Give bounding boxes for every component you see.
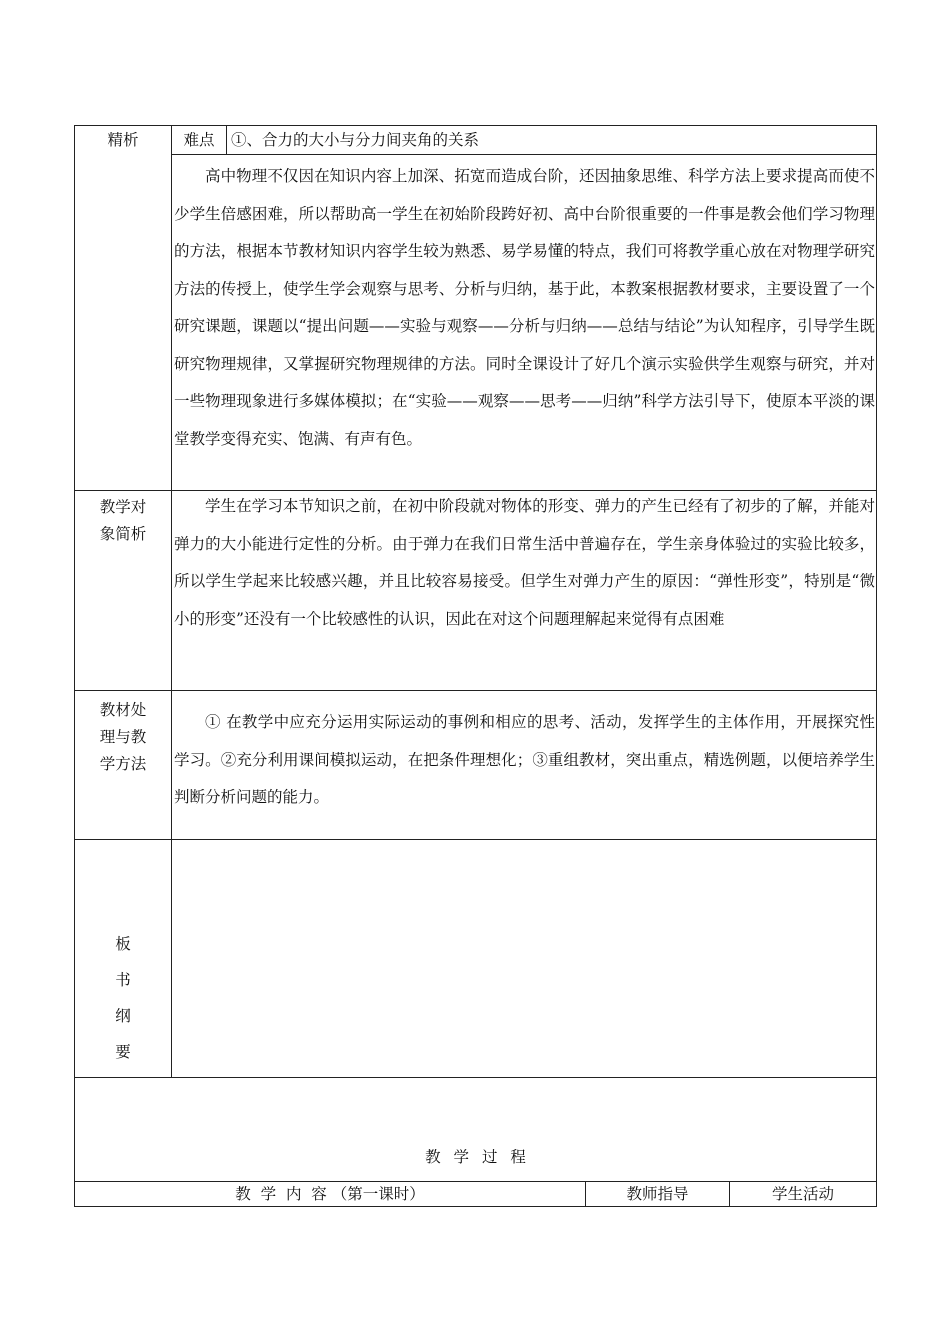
table-border-bottom [74, 1206, 877, 1207]
difficulty-label-divider [226, 125, 227, 155]
analysis-paragraph: 高中物理不仅因在知识内容上加深、拓宽而造成台阶，还因抽象思维、科学方法上要求提高而使不少学生倍感困难，所以帮助高一学生在初始阶段跨好初、高中台阶很重要的一件事是教会他们学习物理的方法，根据本节教材知识内容学生较为熟悉、易学易懂的特点，我们可将教学重心放在对物理学研究方法的传授上，使学生学会观察与思考、分析与归纳，基于此，本教案根据教材要求，主要设置了一个研究课题，课题以“提出问题——实验与观察——分析与归纳——总结与结论”为认知程序，引导学生既研究物理规律，又掌握研究物理规律的方法。同时全课设计了好几个演示实验供学生观察与研究，并对一些物理现象进行多媒体模拟；在“实验——观察——思考——归纳”科学方法引导下，使原本平淡的课堂教学变得充实、饱满、有声有色。 [174, 167, 875, 448]
process-col-content: 教 学 内 容 （第一课时） [235, 1185, 425, 1203]
board-char-3: 纲 [115, 1007, 131, 1025]
students-label [75, 494, 171, 548]
difficulty-label: 难点 [183, 131, 215, 149]
board-char-1: 板 [115, 935, 131, 953]
table-border-top [74, 125, 877, 126]
board-char-4: 要 [115, 1043, 131, 1061]
methods-paragraph: ① 在教学中应充分运用实际运动的事例和相应的思考、活动，发挥学生的主体作用，开展探究性学习。②充分利用课间模拟运动，在把条件理想化；③重组教材，突出重点，精选例题，以便培养学生判断分析问题的能力。 [174, 713, 875, 806]
methods-label-line3: 学方法 [99, 755, 147, 773]
label-column-divider [171, 125, 172, 1077]
process-col-student: 学生活动 [771, 1185, 834, 1203]
process-col-teacher: 教师指导 [626, 1185, 689, 1203]
methods-label [75, 697, 171, 778]
row-divider-2 [74, 690, 877, 691]
row-divider-4 [74, 1077, 877, 1078]
board-char-2: 书 [115, 971, 131, 989]
process-title: 教 学 过 程 [425, 1148, 526, 1166]
row-divider-3 [74, 839, 877, 840]
methods-label-line1: 教材处 [99, 701, 147, 719]
difficulty-row-divider [171, 154, 877, 155]
analysis-section-label: 精析 [107, 131, 139, 149]
methods-label-line2: 理与教 [99, 728, 147, 746]
table-border-right [876, 125, 877, 1207]
difficulty-text: ①、合力的大小与分力间夹角的关系 [231, 131, 480, 149]
table-border-left [74, 125, 75, 1207]
board-outline-label [108, 926, 138, 1070]
students-label-line2: 象简析 [99, 525, 147, 543]
students-label-line1: 教学对 [99, 498, 147, 516]
students-paragraph: 学生在学习本节知识之前，在初中阶段就对物体的形变、弹力的产生已经有了初步的了解，并能对弹力的大小能进行定性的分析。由于弹力在我们日常生活中普遍存在，学生亲身体验过的实验比较多，所以学生学起来比较感兴趣，并且比较容易接受。但学生对弹力产生的原因：“弹性形变”，特别是“微小的形变”还没有一个比较感性的认识，因此在对这个问题理解起来觉得有点困难 [174, 497, 875, 628]
